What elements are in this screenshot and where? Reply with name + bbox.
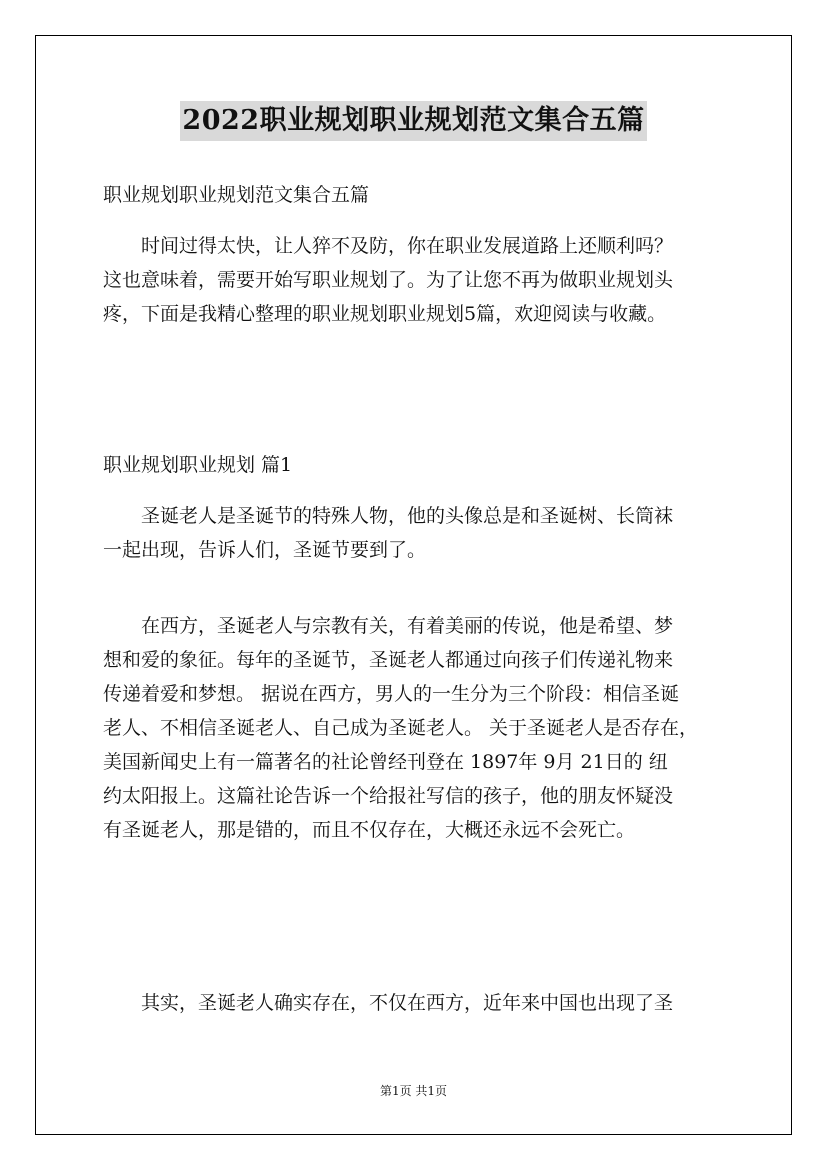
document-subtitle: 职业规划职业规划范文集合五篇 <box>103 184 370 206</box>
section-heading: 职业规划职业规划 篇1 <box>103 454 293 476</box>
paragraph-line: 在西方，圣诞老人与宗教有关，有着美丽的传说，他是希望、梦 <box>141 615 674 637</box>
paragraph-line: 传递着爱和梦想。 据说在西方，男人的一生分为三个阶段：相信圣诞 <box>103 683 680 705</box>
page-footer: 第1页 共1页 <box>379 1084 448 1098</box>
intro-line: 这也意味着，需要开始写职业规划了。为了让您不再为做职业规划头 <box>103 269 674 291</box>
paragraph-2 <box>103 499 725 567</box>
intro-line: 疼，下面是我精心整理的职业规划职业规划5篇，欢迎阅读与收藏。 <box>103 303 667 325</box>
paragraph-line: 一起出现，告诉人们，圣诞节要到了。 <box>103 539 427 561</box>
paragraph-3 <box>103 609 725 847</box>
title-container <box>0 101 827 141</box>
paragraph-line: 老人、不相信圣诞老人、自己成为圣诞老人。 关于圣诞老人是否存在， <box>103 717 699 739</box>
document-title: 2022职业规划职业规划范文集合五篇 <box>180 101 646 141</box>
paragraph-line: 美国新闻史上有一篇著名的社论曾经刊登在 1897年 9月 21日的 纽 <box>103 751 668 773</box>
paragraph-line: 有圣诞老人，那是错的，而且不仅存在，大概还永远不会死亡。 <box>103 819 636 841</box>
paragraph-line: 想和爱的象征。每年的圣诞节，圣诞老人都通过向孩子们传递礼物来 <box>103 649 674 671</box>
paragraph-line: 圣诞老人是圣诞节的特殊人物，他的头像总是和圣诞树、长筒袜 <box>141 505 674 527</box>
intro-line: 时间过得太快，让人猝不及防，你在职业发展道路上还顺利吗？ <box>141 235 674 257</box>
intro-paragraph <box>103 229 725 331</box>
paragraph-line: 约太阳报上。这篇社论告诉一个给报社写信的孩子，他的朋友怀疑没 <box>103 785 674 807</box>
paragraph-4 <box>103 986 725 1020</box>
paragraph-line: 其实，圣诞老人确实存在，不仅在西方，近年来中国也出现了圣 <box>141 992 674 1014</box>
